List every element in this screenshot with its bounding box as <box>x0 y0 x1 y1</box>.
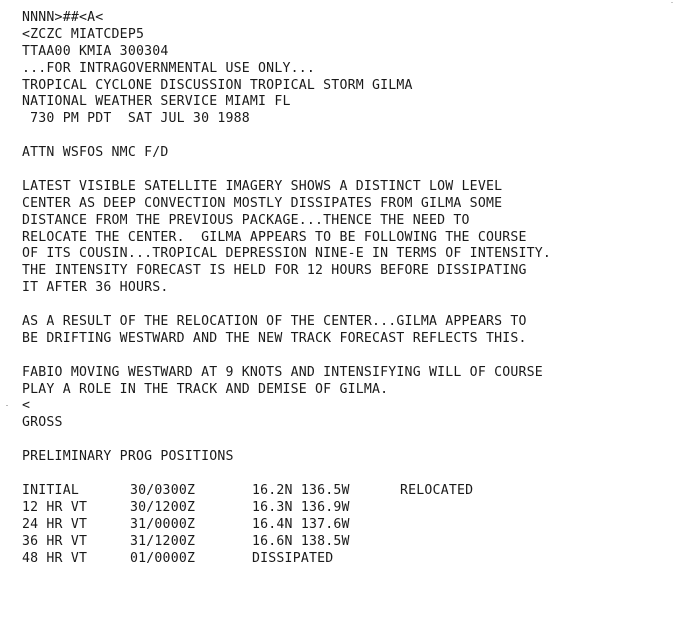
table-row <box>22 500 682 517</box>
spacer <box>22 348 682 365</box>
storm-position: 16.4N 137.6W <box>252 516 350 532</box>
table-row <box>22 551 682 568</box>
paragraph-line: IT AFTER 36 HOURS. <box>22 280 169 296</box>
storm-position: 16.6N 138.5W <box>252 533 350 549</box>
forecast-label: 12 HR VT <box>22 499 88 515</box>
spacer <box>22 466 682 483</box>
paragraph-line: DISTANCE FROM THE PREVIOUS PACKAGE...THENCE THE NEED TO <box>22 212 470 228</box>
message-id-line: <ZCZC MIATCDEP5 <box>22 26 145 42</box>
paragraph-line: CENTER AS DEEP CONVECTION MOSTLY DISSIPATES FROM GILMA SOME <box>22 195 503 211</box>
issue-datetime: 730 PM PDT SAT JUL 30 1988 <box>22 111 250 127</box>
prog-positions-table <box>22 483 682 567</box>
paragraph-line: THE INTENSITY FORECAST IS HELD FOR 12 HOURS BEFORE DISSIPATING <box>22 263 527 279</box>
spacer <box>22 432 682 449</box>
routing-line: NNNN>##<A< <box>22 10 104 25</box>
forecaster-signature: GROSS <box>22 415 63 431</box>
document-title: TROPICAL CYCLONE DISCUSSION TROPICAL STORM GILMA <box>22 77 413 93</box>
signoff-mark: < <box>22 398 31 414</box>
paragraph-line: RELOCATE THE CENTER. GILMA APPEARS TO BE FOLLOWING THE COURSE <box>22 229 527 245</box>
paragraph-line: BE DRIFTING WESTWARD AND THE NEW TRACK FORECAST REFLECTS THIS. <box>22 330 527 346</box>
storm-position: 16.2N 136.5W <box>252 482 350 498</box>
paragraph-line: FABIO MOVING WESTWARD AT 9 KNOTS AND INTENSIFYING WILL OF COURSE <box>22 364 543 380</box>
spacer <box>22 162 682 179</box>
forecast-label: 24 HR VT <box>22 516 88 532</box>
paragraph-line: OF ITS COUSIN...TROPICAL DEPRESSION NINE-E IN TERMS OF INTENSITY. <box>22 246 552 262</box>
paragraph-line: AS A RESULT OF THE RELOCATION OF THE CENTER...GILMA APPEARS TO <box>22 314 527 330</box>
discussion-paragraph-3 <box>22 365 682 399</box>
valid-time: 30/1200Z <box>130 499 196 515</box>
discussion-paragraph-1 <box>22 179 682 297</box>
spacer <box>22 297 682 314</box>
station-line: TTAA00 KMIA 300304 <box>22 43 169 59</box>
valid-time: 31/0000Z <box>130 516 196 532</box>
prog-positions-title: PRELIMINARY PROG POSITIONS <box>22 449 234 465</box>
table-row <box>22 534 682 551</box>
table-row <box>22 517 682 534</box>
storm-position: DISSIPATED <box>252 550 334 566</box>
forecast-label: 48 HR VT <box>22 550 88 566</box>
valid-time: 01/0000Z <box>130 550 196 566</box>
table-row <box>22 483 682 500</box>
storm-position: 16.3N 136.9W <box>252 499 350 515</box>
valid-time: 31/1200Z <box>130 533 196 549</box>
teletype-document <box>22 10 682 567</box>
scan-speck <box>6 405 8 406</box>
attention-line: ATTN WSFOS NMC F/D <box>22 145 169 161</box>
forecast-label: INITIAL <box>22 482 79 498</box>
valid-time: 30/0300Z <box>130 482 196 498</box>
issuing-office: NATIONAL WEATHER SERVICE MIAMI FL <box>22 94 291 110</box>
paragraph-line: PLAY A ROLE IN THE TRACK AND DEMISE OF GILMA. <box>22 381 389 397</box>
message-header <box>22 10 682 128</box>
discussion-paragraph-2 <box>22 314 682 348</box>
position-note: RELOCATED <box>400 482 474 498</box>
paragraph-line: LATEST VISIBLE SATELLITE IMAGERY SHOWS A DISTINCT LOW LEVEL <box>22 178 503 194</box>
spacer <box>22 128 682 145</box>
forecast-label: 36 HR VT <box>22 533 88 549</box>
restriction-line: ...FOR INTRAGOVERNMENTAL USE ONLY... <box>22 60 316 76</box>
scan-speck <box>671 2 673 3</box>
